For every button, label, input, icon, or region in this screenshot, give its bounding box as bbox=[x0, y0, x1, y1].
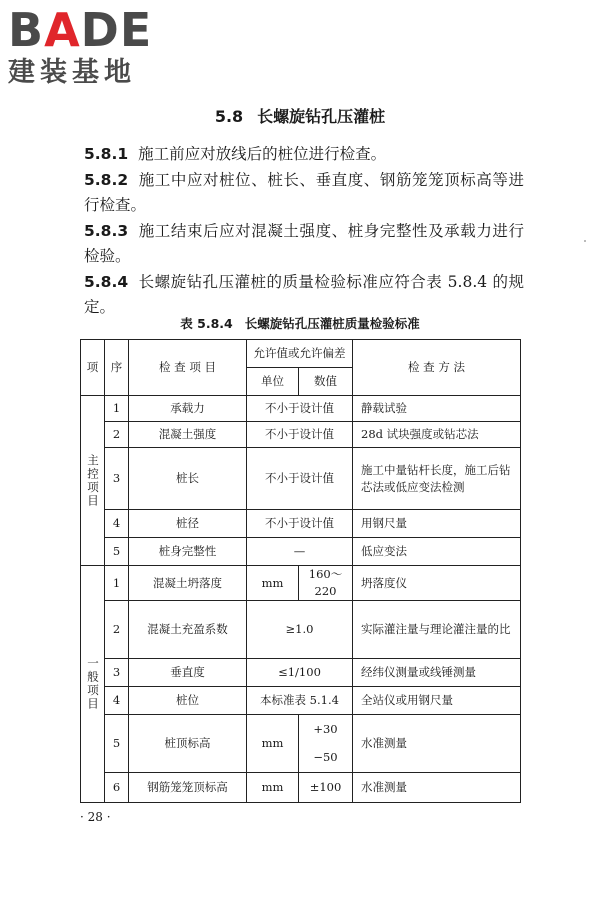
logo-wordmark: BADE bbox=[8, 3, 153, 57]
group-general: 一般项目 bbox=[81, 566, 105, 803]
table-row: 5 桩身完整性 — 低应变法 bbox=[81, 538, 521, 566]
header-item: 项 bbox=[81, 340, 105, 396]
table-row: 一般项目 1 混凝土坍落度 mm 160～220 坍落度仪 bbox=[81, 566, 521, 601]
header-check-item: 检 查 项 目 bbox=[129, 340, 247, 396]
section-title: 5.8 长螺旋钻孔压灌桩 bbox=[214, 107, 386, 126]
clause: 5.8.2 施工中应对桩位、桩长、垂直度、钢筋笼笼顶标高等进行检查。 bbox=[84, 170, 524, 214]
table-header-row bbox=[81, 340, 521, 368]
table-row: 4 桩位 本标准表 5.1.4 全站仪或用钢尺量 bbox=[81, 687, 521, 715]
group-main: 主控项目 bbox=[81, 396, 105, 566]
table-row: 2 混凝土强度 不小于设计值 28d 试块强度或钻芯法 bbox=[81, 422, 521, 448]
header-method: 检 查 方 法 bbox=[353, 340, 521, 396]
quality-inspection-table bbox=[80, 339, 521, 803]
header-allowance: 允许值或允许偏差 bbox=[247, 340, 353, 368]
clause: 5.8.4 长螺旋钻孔压灌桩的质量检验标准应符合表 5.8.4 的规定。 bbox=[84, 272, 524, 316]
header-value: 数值 bbox=[299, 368, 353, 396]
table-row: 主控项目 1 承载力 不小于设计值 静载试验 bbox=[81, 396, 521, 422]
bade-logo bbox=[8, 3, 178, 90]
scan-artifact bbox=[584, 240, 586, 242]
table-row: −50 bbox=[81, 744, 521, 773]
clause: 5.8.3 施工结束后应对混凝土强度、桩身完整性及承载力进行检验。 bbox=[84, 221, 524, 265]
table-row: 2 混凝土充盈系数 ≥1.0 实际灌注量与理论灌注量的比 bbox=[81, 601, 521, 659]
page-number: · 28 · bbox=[80, 810, 111, 824]
logo-subtitle: 建装基地 bbox=[8, 57, 136, 88]
table-row: 3 垂直度 ≤1/100 经纬仪测量或线锤测量 bbox=[81, 659, 521, 687]
table-caption: 表 5.8.4 长螺旋钻孔压灌桩质量检验标准 bbox=[180, 316, 420, 331]
clause-list bbox=[84, 142, 524, 321]
table-row: 6 钢筋笼笼顶标高 mm ±100 水准测量 bbox=[81, 773, 521, 803]
header-unit: 单位 bbox=[247, 368, 299, 396]
table-row: 5 桩顶标高 mm +30 水准测量 bbox=[81, 715, 521, 744]
header-seq: 序 bbox=[105, 340, 129, 396]
table-row: 4 桩径 不小于设计值 用钢尺量 bbox=[81, 510, 521, 538]
table-row: 3 桩长 不小于设计值 施工中量钻杆长度，施工后钻芯法或低应变法检测 bbox=[81, 448, 521, 510]
clause: 5.8.1 施工前应对放线后的桩位进行检查。 bbox=[84, 145, 387, 163]
